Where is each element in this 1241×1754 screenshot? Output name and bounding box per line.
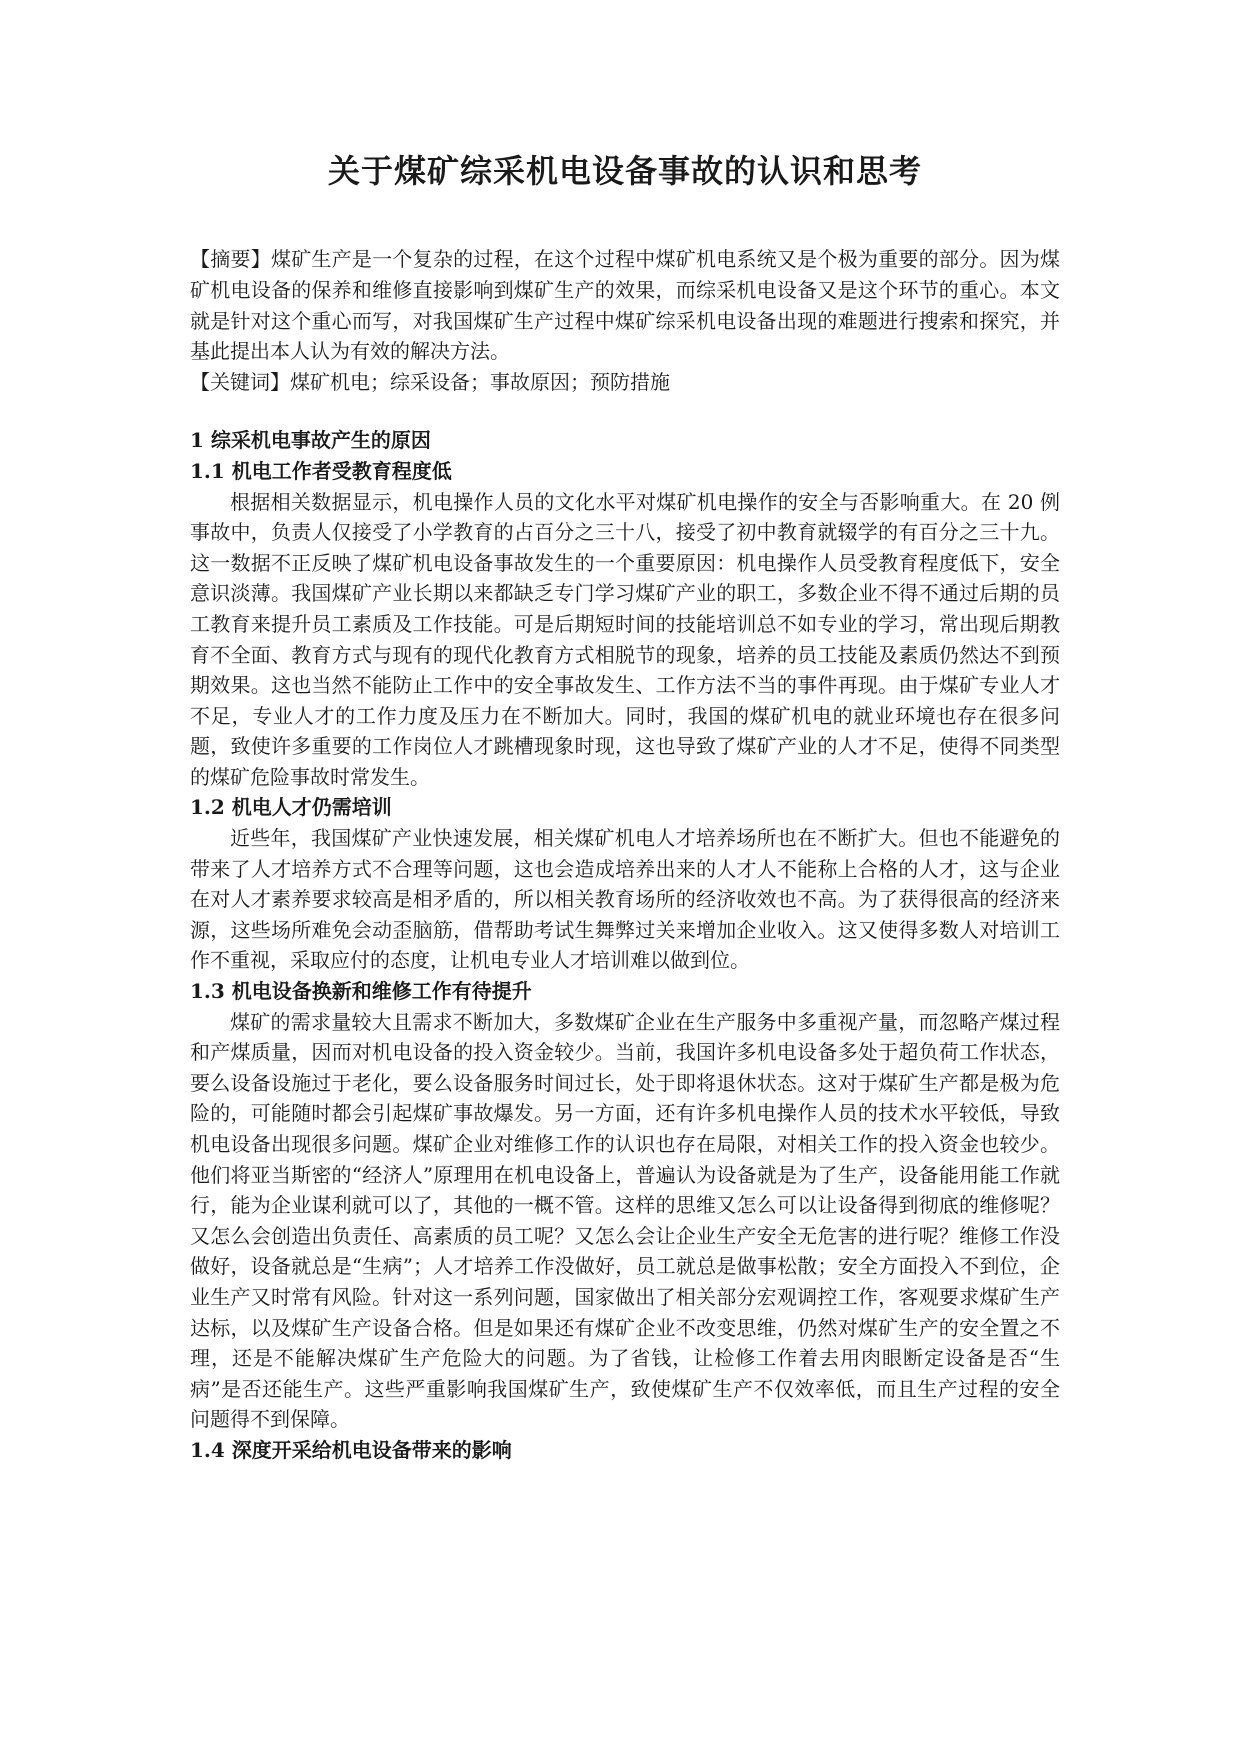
section-1-1-body: 根据相关数据显示，机电操作人员的文化水平对煤矿机电操作的安全与否影响重大。在 20 例事故中，负责人仅接受了小学教育的占百分之三十八，接受了初中教育就辍学的有百分之三十九。这一数据不正反映了煤矿机电设备事故发生的一个重要原因：机电操作人员受教育程度低下，安全意识淡薄。我国煤矿产业长期以来都缺乏专门学习煤矿产业的职工，多数企业不得不通过后期的员工教育来提升员工素质及工作技能。可是后期短时间的技能培训总不如专业的学习，常出现后期教育不全面、教育方式与现有的现代化教育方式相脱节的现象，培养的员工技能及素质仍然达不到预期效果。这也当然不能防止工作中的安全事故发生、工作方法不当的事件再现。由于煤矿专业人才不足，专业人才的工作力度及压力在不断加大。同时，我国的煤矿机电的就业环境也存在很多问题，致使许多重要的工作岗位人才跳槽现象时现，这也导致了煤矿产业的人才不足，使得不同类型的煤矿危险事故时常发生。 bbox=[190, 489, 1060, 789]
keywords: 【关键词】煤矿机电；综采设备；事故原因；预防措施 bbox=[190, 369, 670, 394]
section-1-2-heading: 1.2 机电人才仍需培训 bbox=[190, 795, 392, 820]
document-title: 关于煤矿综采机电设备事故的认识和思考 bbox=[327, 152, 922, 190]
abstract: 【摘要】煤矿生产是一个复杂的过程，在这个过程中煤矿机电系统又是个极为重要的部分。因为煤矿机电设备的保养和维修直接影响到煤矿生产的效果，而综采机电设备又是这个环节的重心。本文就是针对这个重心而写，对我国煤矿生产过程中煤矿综采机电设备出现的难题进行搜索和探究，并基此提出本人认为有效的解决方法。 bbox=[190, 247, 1060, 364]
section-1-3-body: 煤矿的需求量较大且需求不断加大，多数煤矿企业在生产服务中多重视产量，而忽略产煤过程和产煤质量，因而对机电设备的投入资金较少。当前，我国许多机电设备多处于超负荷工作状态，要么设备设施过于老化，要么设备服务时间过长，处于即将退休状态。这对于煤矿生产都是极为危险的，可能随时都会引起煤矿事故爆发。另一方面，还有许多机电操作人员的技术水平较低，导致机电设备出现很多问题。煤矿企业对维修工作的认识也存在局限，对相关工作的投入资金也较少。他们将亚当斯密的“经济人”原理用在机电设备上，普遍认为设备就是为了生产，设备能用能工作就行，能为企业谋利就可以了，其他的一概不管。这样的思维又怎么可以让设备得到彻底的维修呢？又怎么会创造出负责任、高素质的员工呢？又怎么会让企业生产安全无危害的进行呢？维修工作没做好，设备就总是“生病”；人才培养工作没做好，员工就总是做事松散；安全方面投入不到位，企业生产又时常有风险。针对这一系列问题，国家做出了相关部分宏观调控工作，客观要求煤矿生产达标，以及煤矿生产设备合格。但是如果还有煤矿企业不改变思维，仍然对煤矿生产的安全置之不理，还是不能解决煤矿生产危险大的问题。为了省钱，让检修工作着去用肉眼断定设备是否“生病”是否还能生产。这些严重影响我国煤矿生产，致使煤矿生产不仅效率低，而且生产过程的安全问题得不到保障。 bbox=[190, 1009, 1060, 1432]
document-body bbox=[190, 152, 1060, 1466]
section-1-4-heading: 1.4 深度开采给机电设备带来的影响 bbox=[190, 1437, 512, 1462]
section-1-1-heading: 1.1 机电工作者受教育程度低 bbox=[190, 458, 452, 483]
section-1-heading: 1 综采机电事故产生的原因 bbox=[190, 428, 431, 453]
section-1-3-heading: 1.3 机电设备换新和维修工作有待提升 bbox=[190, 979, 532, 1004]
section-1-2-body: 近些年，我国煤矿产业快速发展，相关煤矿机电人才培养场所也在不断扩大。但也不能避免的带来了人才培养方式不合理等问题，这也会造成培养出来的人才人不能称上合格的人才，这与企业在对人才素养要求较高是相矛盾的，所以相关教育场所的经济收效也不高。为了获得很高的经济来源，这些场所难免会动歪脑筋，借帮助考试生舞弊过关来增加企业收入。这又使得多数人对培训工作不重视，采取应付的态度，让机电专业人才培训难以做到位。 bbox=[190, 826, 1060, 973]
